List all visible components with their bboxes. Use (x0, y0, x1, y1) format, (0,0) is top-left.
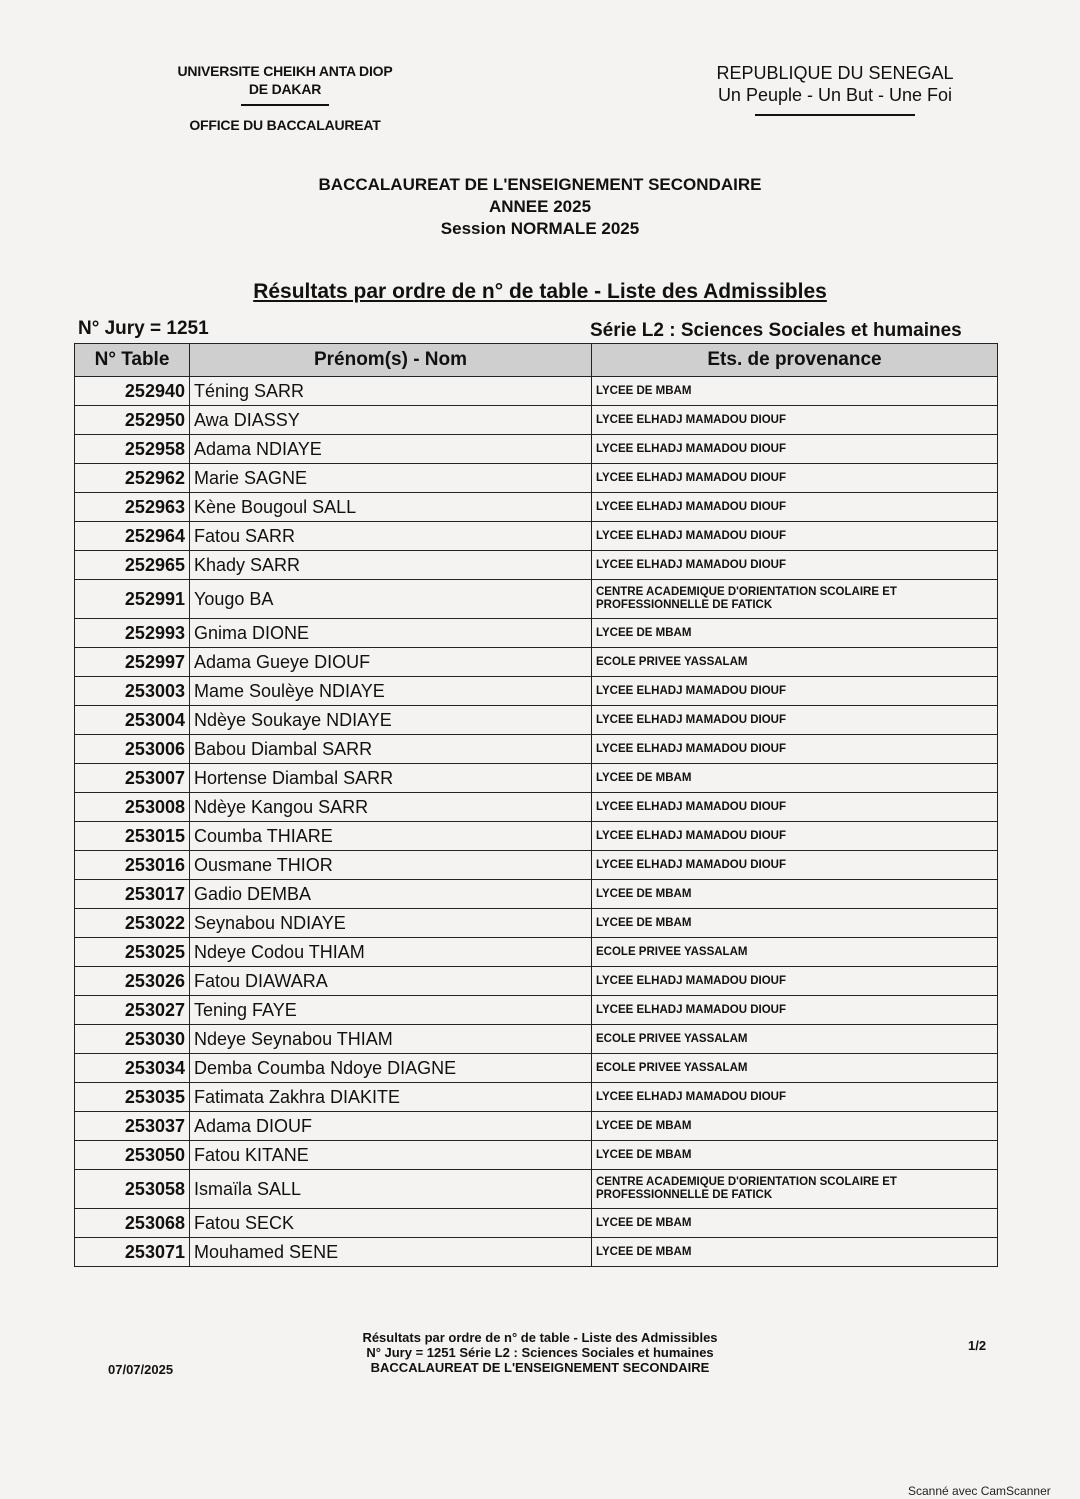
table-number: 253007 (75, 764, 190, 793)
table-row (75, 522, 998, 551)
school-name: ECOLE PRIVEE YASSALAM (592, 938, 998, 967)
school-name: ECOLE PRIVEE YASSALAM (592, 1025, 998, 1054)
candidate-name: Adama NDIAYE (190, 435, 592, 464)
school-name: LYCEE DE MBAM (592, 764, 998, 793)
school-name: LYCEE ELHADJ MAMADOU DIOUF (592, 996, 998, 1025)
table-row (75, 493, 998, 522)
table-row (75, 880, 998, 909)
table-row (75, 619, 998, 648)
serie-label: Série L2 : Sciences Sociales et humaines (590, 320, 962, 341)
table-number: 253027 (75, 996, 190, 1025)
university-name: UNIVERSITE CHEIKH ANTA DIOP (177, 63, 393, 79)
school-name: LYCEE ELHADJ MAMADOU DIOUF (592, 735, 998, 764)
candidate-name: Ndeye Seynabou THIAM (190, 1025, 592, 1054)
table-number: 253071 (75, 1238, 190, 1267)
school-name: LYCEE ELHADJ MAMADOU DIOUF (592, 464, 998, 493)
table-number: 252993 (75, 619, 190, 648)
table-number: 253006 (75, 735, 190, 764)
table-header-row (75, 344, 998, 377)
table-number: 252958 (75, 435, 190, 464)
school-name: LYCEE ELHADJ MAMADOU DIOUF (592, 706, 998, 735)
school-name: LYCEE DE MBAM (592, 619, 998, 648)
school-name: LYCEE ELHADJ MAMADOU DIOUF (592, 822, 998, 851)
school-name: LYCEE ELHADJ MAMADOU DIOUF (592, 493, 998, 522)
candidate-name: Seynabou NDIAYE (190, 909, 592, 938)
candidate-name: Fatou SECK (190, 1209, 592, 1238)
candidate-name: Ndèye Soukaye NDIAYE (190, 706, 592, 735)
school-name: LYCEE DE MBAM (592, 1238, 998, 1267)
school-name: LYCEE ELHADJ MAMADOU DIOUF (592, 551, 998, 580)
table-row (75, 580, 998, 619)
table-row (75, 1112, 998, 1141)
school-name: LYCEE ELHADJ MAMADOU DIOUF (592, 967, 998, 996)
candidate-name: Hortense Diambal SARR (190, 764, 592, 793)
candidate-name: Yougo BA (190, 580, 592, 619)
candidate-name: Khady SARR (190, 551, 592, 580)
motto-divider (755, 114, 915, 116)
table-row (75, 938, 998, 967)
candidate-name: Fatou DIAWARA (190, 967, 592, 996)
table-row (75, 764, 998, 793)
table-number: 253016 (75, 851, 190, 880)
table-number: 252997 (75, 648, 190, 677)
header-school: Ets. de provenance (592, 344, 998, 377)
table-row (75, 851, 998, 880)
school-name: LYCEE ELHADJ MAMADOU DIOUF (592, 851, 998, 880)
candidate-name: Fatou SARR (190, 522, 592, 551)
table-number: 253034 (75, 1054, 190, 1083)
republic-motto: Un Peuple - Un But - Une Foi (717, 85, 953, 105)
table-number: 252963 (75, 493, 190, 522)
school-name: LYCEE ELHADJ MAMADOU DIOUF (592, 522, 998, 551)
candidate-name: Adama Gueye DIOUF (190, 648, 592, 677)
table-number: 253058 (75, 1170, 190, 1209)
table-number: 253015 (75, 822, 190, 851)
table-row (75, 677, 998, 706)
table-number: 252991 (75, 580, 190, 619)
school-name: LYCEE DE MBAM (592, 1141, 998, 1170)
school-name: LYCEE ELHADJ MAMADOU DIOUF (592, 677, 998, 706)
header-name: Prénom(s) - Nom (190, 344, 592, 377)
table-row (75, 793, 998, 822)
table-number: 253068 (75, 1209, 190, 1238)
table-number: 253035 (75, 1083, 190, 1112)
jury-number: N° Jury = 1251 (78, 318, 209, 339)
results-title (0, 280, 1080, 304)
candidate-name: Ndeye Codou THIAM (190, 938, 592, 967)
candidate-name: Gadio DEMBA (190, 880, 592, 909)
table-row (75, 551, 998, 580)
candidate-name: Adama DIOUF (190, 1112, 592, 1141)
table-number: 252965 (75, 551, 190, 580)
table-row (75, 1141, 998, 1170)
school-name: LYCEE DE MBAM (592, 1209, 998, 1238)
republic-header (690, 62, 980, 116)
institution-header (150, 62, 420, 134)
candidate-name: Ndèye Kangou SARR (190, 793, 592, 822)
table-number: 252964 (75, 522, 190, 551)
candidate-name: Mame Soulèye NDIAYE (190, 677, 592, 706)
table-row (75, 909, 998, 938)
candidate-name: Marie SAGNE (190, 464, 592, 493)
table-row (75, 1054, 998, 1083)
table-row (75, 996, 998, 1025)
school-name: LYCEE ELHADJ MAMADOU DIOUF (592, 793, 998, 822)
school-name: ECOLE PRIVEE YASSALAM (592, 648, 998, 677)
candidate-name: Ousmane THIOR (190, 851, 592, 880)
school-name: LYCEE DE MBAM (592, 377, 998, 406)
table-number: 252950 (75, 406, 190, 435)
candidate-name: Awa DIASSY (190, 406, 592, 435)
exam-year: ANNEE 2025 (488, 197, 592, 216)
footer-exam: BACCALAUREAT DE L'ENSEIGNEMENT SECONDAIRE (370, 1360, 710, 1375)
table-number: 253008 (75, 793, 190, 822)
table-row (75, 967, 998, 996)
table-number: 253026 (75, 967, 190, 996)
candidate-name: Babou Diambal SARR (190, 735, 592, 764)
school-name: CENTRE ACADEMIQUE D'ORIENTATION SCOLAIRE ET PROFESSIONNELLE DE FATICK (592, 580, 998, 619)
candidate-name: Ismaïla SALL (190, 1170, 592, 1209)
table-row (75, 435, 998, 464)
table-row (75, 1209, 998, 1238)
exam-session: Session NORMALE 2025 (440, 219, 640, 238)
office-name: OFFICE DU BACCALAUREAT (189, 117, 381, 133)
footer-date: 07/07/2025 (108, 1362, 174, 1377)
candidate-name: Fatou KITANE (190, 1141, 592, 1170)
candidate-name: Mouhamed SENE (190, 1238, 592, 1267)
candidate-name: Coumba THIARE (190, 822, 592, 851)
table-number: 253022 (75, 909, 190, 938)
header-divider (241, 104, 329, 106)
table-row (75, 706, 998, 735)
republic-name: REPUBLIQUE DU SENEGAL (716, 63, 954, 83)
table-number: 252940 (75, 377, 190, 406)
table-row (75, 1025, 998, 1054)
footer-title: Résultats par ordre de n° de table - Liste des Admissibles (362, 1330, 718, 1345)
results-title-text: Résultats par ordre de n° de table - Liste des Admissibles (253, 280, 827, 303)
table-number: 253025 (75, 938, 190, 967)
candidate-name: Kène Bougoul SALL (190, 493, 592, 522)
candidate-name: Tening FAYE (190, 996, 592, 1025)
table-row (75, 464, 998, 493)
table-row (75, 1083, 998, 1112)
exam-name: BACCALAUREAT DE L'ENSEIGNEMENT SECONDAIRE (318, 175, 762, 194)
table-number: 252962 (75, 464, 190, 493)
table-number: 253003 (75, 677, 190, 706)
table-number: 253004 (75, 706, 190, 735)
candidate-name: Gnima DIONE (190, 619, 592, 648)
footer-jury: N° Jury = 1251 Série L2 : Sciences Sociales et humaines (366, 1345, 714, 1360)
table-row (75, 377, 998, 406)
table-row (75, 648, 998, 677)
exam-title (0, 174, 1080, 240)
university-city: DE DAKAR (248, 81, 322, 97)
header-table-number: N° Table (75, 344, 190, 377)
school-name: LYCEE ELHADJ MAMADOU DIOUF (592, 435, 998, 464)
candidate-name: Téning SARR (190, 377, 592, 406)
school-name: LYCEE DE MBAM (592, 1112, 998, 1141)
school-name: LYCEE DE MBAM (592, 909, 998, 938)
school-name: ECOLE PRIVEE YASSALAM (592, 1054, 998, 1083)
school-name: LYCEE ELHADJ MAMADOU DIOUF (592, 1083, 998, 1112)
table-row (75, 406, 998, 435)
table-row (75, 822, 998, 851)
school-name: LYCEE ELHADJ MAMADOU DIOUF (592, 406, 998, 435)
page-number: 1/2 (968, 1338, 987, 1353)
table-row (75, 1238, 998, 1267)
table-number: 253030 (75, 1025, 190, 1054)
school-name: LYCEE DE MBAM (592, 880, 998, 909)
results-table (74, 343, 998, 1267)
table-number: 253017 (75, 880, 190, 909)
table-number: 253050 (75, 1141, 190, 1170)
candidate-name: Demba Coumba Ndoye DIAGNE (190, 1054, 592, 1083)
table-row (75, 735, 998, 764)
table-row (75, 1170, 998, 1209)
scanner-watermark: Scanné avec CamScanner (908, 1484, 1051, 1498)
table-number: 253037 (75, 1112, 190, 1141)
candidate-name: Fatimata Zakhra DIAKITE (190, 1083, 592, 1112)
school-name: CENTRE ACADEMIQUE D'ORIENTATION SCOLAIRE ET PROFESSIONNELLE DE FATICK (592, 1170, 998, 1209)
